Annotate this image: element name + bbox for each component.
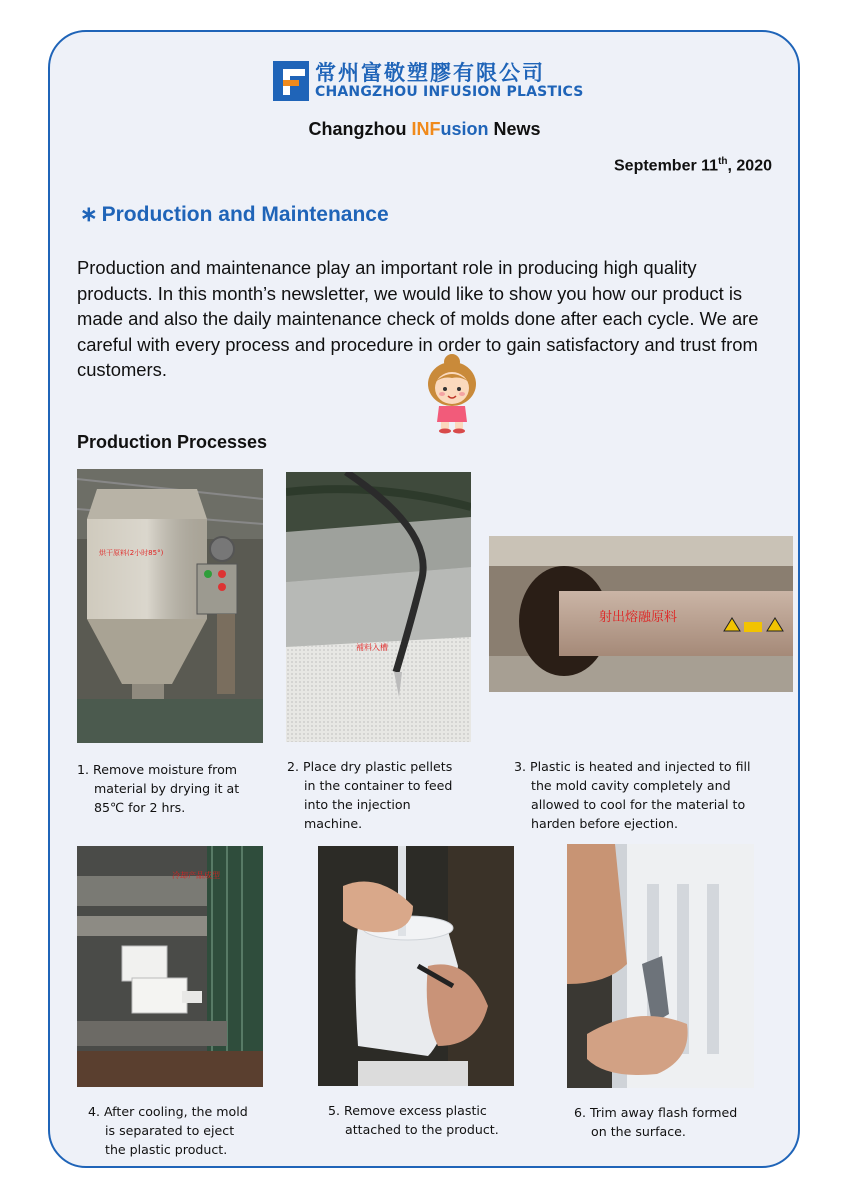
- trim-flash-photo: [567, 844, 754, 1088]
- intro-paragraph: Production and maintenance play an important role in producing high quality products. In this month’s newsletter, we would like to show you how our product is made and also the daily maintenance check of molds done after each cycle. We are careful with every process and procedure in order to gain satisfactory and trust from customers.: [77, 257, 759, 380]
- asterisk-icon: ∗: [80, 203, 98, 226]
- section-title: ∗ Production and Maintenance: [80, 203, 389, 226]
- newsletter-title: [0, 119, 849, 140]
- logo-mark-icon: [273, 61, 309, 101]
- feed-label: 補料入槽: [356, 643, 388, 652]
- company-name-english: CHANGZHOU INFUSION PLASTICS: [315, 83, 584, 100]
- step-caption: 3. Plastic is heated and injected to fill the mold cavity completely and allowed to cool for the material to harden before ejection.: [514, 759, 751, 831]
- title-part: News: [488, 119, 541, 139]
- ejection-photo: [77, 846, 263, 1087]
- feeding-photo: [286, 472, 471, 742]
- step-caption: 5. Remove excess plastic attached to the product.: [328, 1103, 499, 1137]
- injection-photo: [489, 536, 793, 692]
- remove-excess-photo: [318, 846, 514, 1086]
- eject-label: 冷却产品成型: [172, 871, 220, 880]
- step-caption: 4. After cooling, the mold is separated to eject the plastic product.: [88, 1104, 248, 1157]
- step-caption: 6. Trim away flash formed on the surface.: [574, 1105, 738, 1139]
- dryer-photo: [77, 469, 263, 743]
- inject-label: 射出熔融原料: [599, 610, 678, 625]
- step-caption: 1. Remove moisture from material by drying it at 85℃ for 2 hrs.: [77, 762, 240, 815]
- company-logo: [273, 61, 584, 101]
- company-name-chinese: 常州富敬塑膠有限公司: [315, 60, 545, 85]
- step-caption: 2. Place dry plastic pellets in the container to feed into the injection machine.: [287, 759, 453, 831]
- dryer-label: 烘干原料(2小时85°): [99, 549, 164, 557]
- girl-mascot-icon: [421, 354, 483, 434]
- production-processes-title: Production Processes: [77, 432, 268, 452]
- newsletter-date: September 11th, 2020: [614, 156, 772, 175]
- title-part: Changzhou: [308, 119, 412, 139]
- title-highlight: INF: [411, 119, 441, 139]
- title-highlight: usion: [440, 119, 489, 139]
